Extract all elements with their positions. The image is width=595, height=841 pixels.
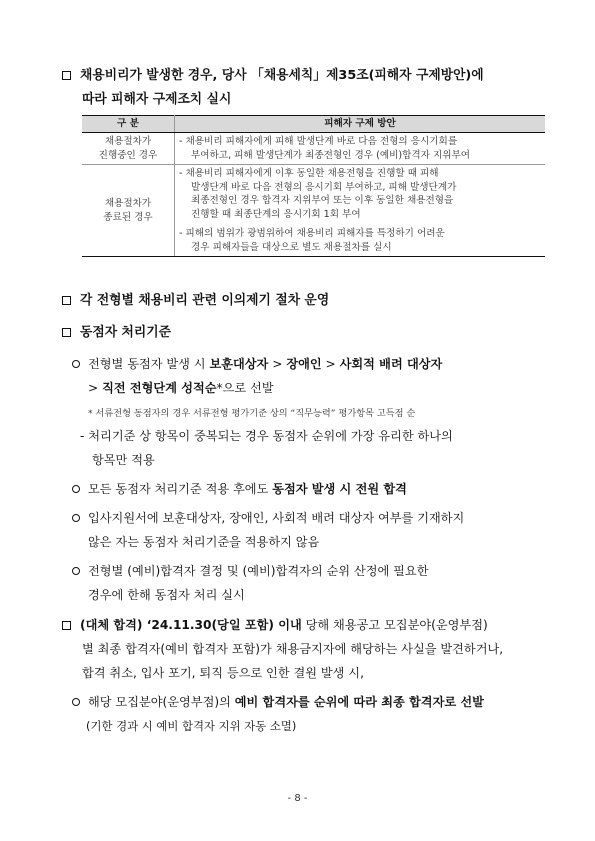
circle-bullet-icon xyxy=(72,698,80,706)
content-line: 발생단계 바로 다음 전형의 응시기회 부여하고, 피해 발생단계가 xyxy=(191,181,457,193)
ranking-bullet-cont: 경우에 한해 동점자 처리 실시 xyxy=(88,588,245,602)
tiebreak-priority-bullet xyxy=(72,356,442,372)
priority-prior-stage-score: 직전 전형단계 성적순 xyxy=(102,381,217,395)
circle-bullet-icon xyxy=(72,360,80,368)
bullet-text: 입사지원서에 보훈대상자, 장애인, 사회적 배려 대상자 여부를 기재하지 xyxy=(88,511,465,525)
dash-item-line-1: - 처리기준 상 항목이 중복되는 경우 동점자 순위에 가장 유리한 하나의 xyxy=(80,429,453,443)
section-4-line-2: 별 최종 합격자(예비 합격자 포함)가 채용금지자에 해당하는 사실을 발견하거나, xyxy=(82,642,504,656)
section-3-heading xyxy=(62,325,171,341)
footnote: * 서류전형 동점자의 경우 서류전형 평가기준 상의 “직무능력” 평가항목 고득점 순 xyxy=(88,408,416,419)
circle-bullet-icon xyxy=(72,514,80,522)
section-4-line-3: 합격 취소, 입사 포기, 퇴직 등으로 인한 결원 발생 시, xyxy=(82,666,364,680)
label-line: 채용절차가 xyxy=(104,198,152,209)
section-2-heading xyxy=(62,293,329,309)
table-row-content xyxy=(175,133,546,165)
checkbox-square-icon xyxy=(62,621,71,630)
greater-than: > xyxy=(88,381,103,395)
circle-bullet-icon xyxy=(72,485,80,493)
bullet-emphasis: 동점자 발생 시 전원 합격 xyxy=(272,482,407,496)
content-line: 최종전형인 경우 합격자 지위부여 또는 이후 동일한 채용전형을 xyxy=(191,195,454,206)
ranking-bullet xyxy=(72,563,428,579)
application-bullet-cont: 않은 자는 동점자 처리기준을 적용하지 않음 xyxy=(88,535,320,549)
table-row-label xyxy=(82,165,175,257)
victim-relief-table xyxy=(82,115,545,257)
section-1-heading xyxy=(62,68,484,84)
label-line: 채용절차가 xyxy=(104,136,152,147)
bullet-text: 전형별 동점자 발생 시 xyxy=(88,357,210,371)
bullet-text: *으로 선발 xyxy=(216,381,274,395)
table-header-relief: 피해자 구제 방안 xyxy=(175,116,546,133)
page-number: - 8 - xyxy=(287,793,308,804)
bullet-text: 모든 동점자 처리기준 적용 후에도 xyxy=(88,482,273,496)
replacement-note: (기한 경과 시 예비 합격자 지위 자동 소멸) xyxy=(86,719,297,733)
greater-than: > xyxy=(268,357,287,371)
greater-than: > xyxy=(321,357,340,371)
content-line: - 피해의 범위가 광범위하여 채용비리 피해자를 특정하기 어려운 xyxy=(179,228,445,239)
section-1-line-2: 따라 피해자 구제조치 실시 xyxy=(82,92,232,107)
tiebreak-priority-cont xyxy=(88,380,274,396)
label-line: 진행중인 경우 xyxy=(98,149,158,161)
bullet-emphasis: 예비 합격자를 순위에 따라 최종 합격자로 선발 xyxy=(234,695,484,709)
priority-veterans: 보훈대상자 xyxy=(209,357,269,371)
content-line: - 채용비리 피해자에게 피해 발생단계 바로 다음 전형의 응시기회를 xyxy=(179,136,458,147)
table-header-row xyxy=(82,116,545,133)
circle-bullet-icon xyxy=(72,567,80,575)
checkbox-square-icon xyxy=(62,328,71,337)
section-4-heading xyxy=(62,617,488,633)
replacement-bullet xyxy=(72,694,484,710)
table-row-content xyxy=(175,165,546,257)
section-4-text: 당해 채용공고 모집분야(운영부점) xyxy=(301,618,488,632)
bullet-text: 해당 모집분야(운영부점)의 xyxy=(88,695,235,709)
content-line: - 채용비리 피해자에게 이후 동일한 채용전형을 진행할 때 피해 xyxy=(179,168,439,179)
content-line: 부여하고, 피해 발생단계가 최종전형인 경우 (예비)합격자 지위부여 xyxy=(191,149,471,161)
replacement-deadline: (대체 합격) ‘24.11.30(당일 포함) 이내 xyxy=(80,618,302,632)
content-line: 경우 피해자들을 대상으로 별도 채용절차를 실시 xyxy=(191,241,392,253)
bullet-text: 전형별 (예비)합격자 결정 및 (예비)합격자의 순위 산정에 필요한 xyxy=(88,564,429,578)
checkbox-square-icon xyxy=(62,71,71,80)
content-line: 진행할 때 최종단계의 응시기회 1회 부여 xyxy=(191,208,361,220)
table-row xyxy=(82,165,545,257)
table-header-category: 구 분 xyxy=(82,116,175,133)
priority-social-consideration: 사회적 배려 대상자 xyxy=(339,357,443,371)
section-3-title: 동점자 처리기준 xyxy=(80,325,171,340)
label-line: 종료된 경우 xyxy=(103,211,153,223)
section-1-line-1: 채용비리가 발생한 경우, 당사 「채용세칙」제35조(피해자 구제방안)에 xyxy=(80,68,484,83)
application-bullet xyxy=(72,510,464,526)
table-row-label xyxy=(82,133,175,165)
section-2-title: 각 전형별 채용비리 관련 이의제기 절차 운영 xyxy=(80,293,330,308)
table-row xyxy=(82,133,545,165)
priority-disabled: 장애인 xyxy=(286,357,322,371)
dash-item-line-2: 항목만 적용 xyxy=(92,453,155,467)
checkbox-square-icon xyxy=(62,296,71,305)
all-pass-bullet xyxy=(72,481,407,497)
